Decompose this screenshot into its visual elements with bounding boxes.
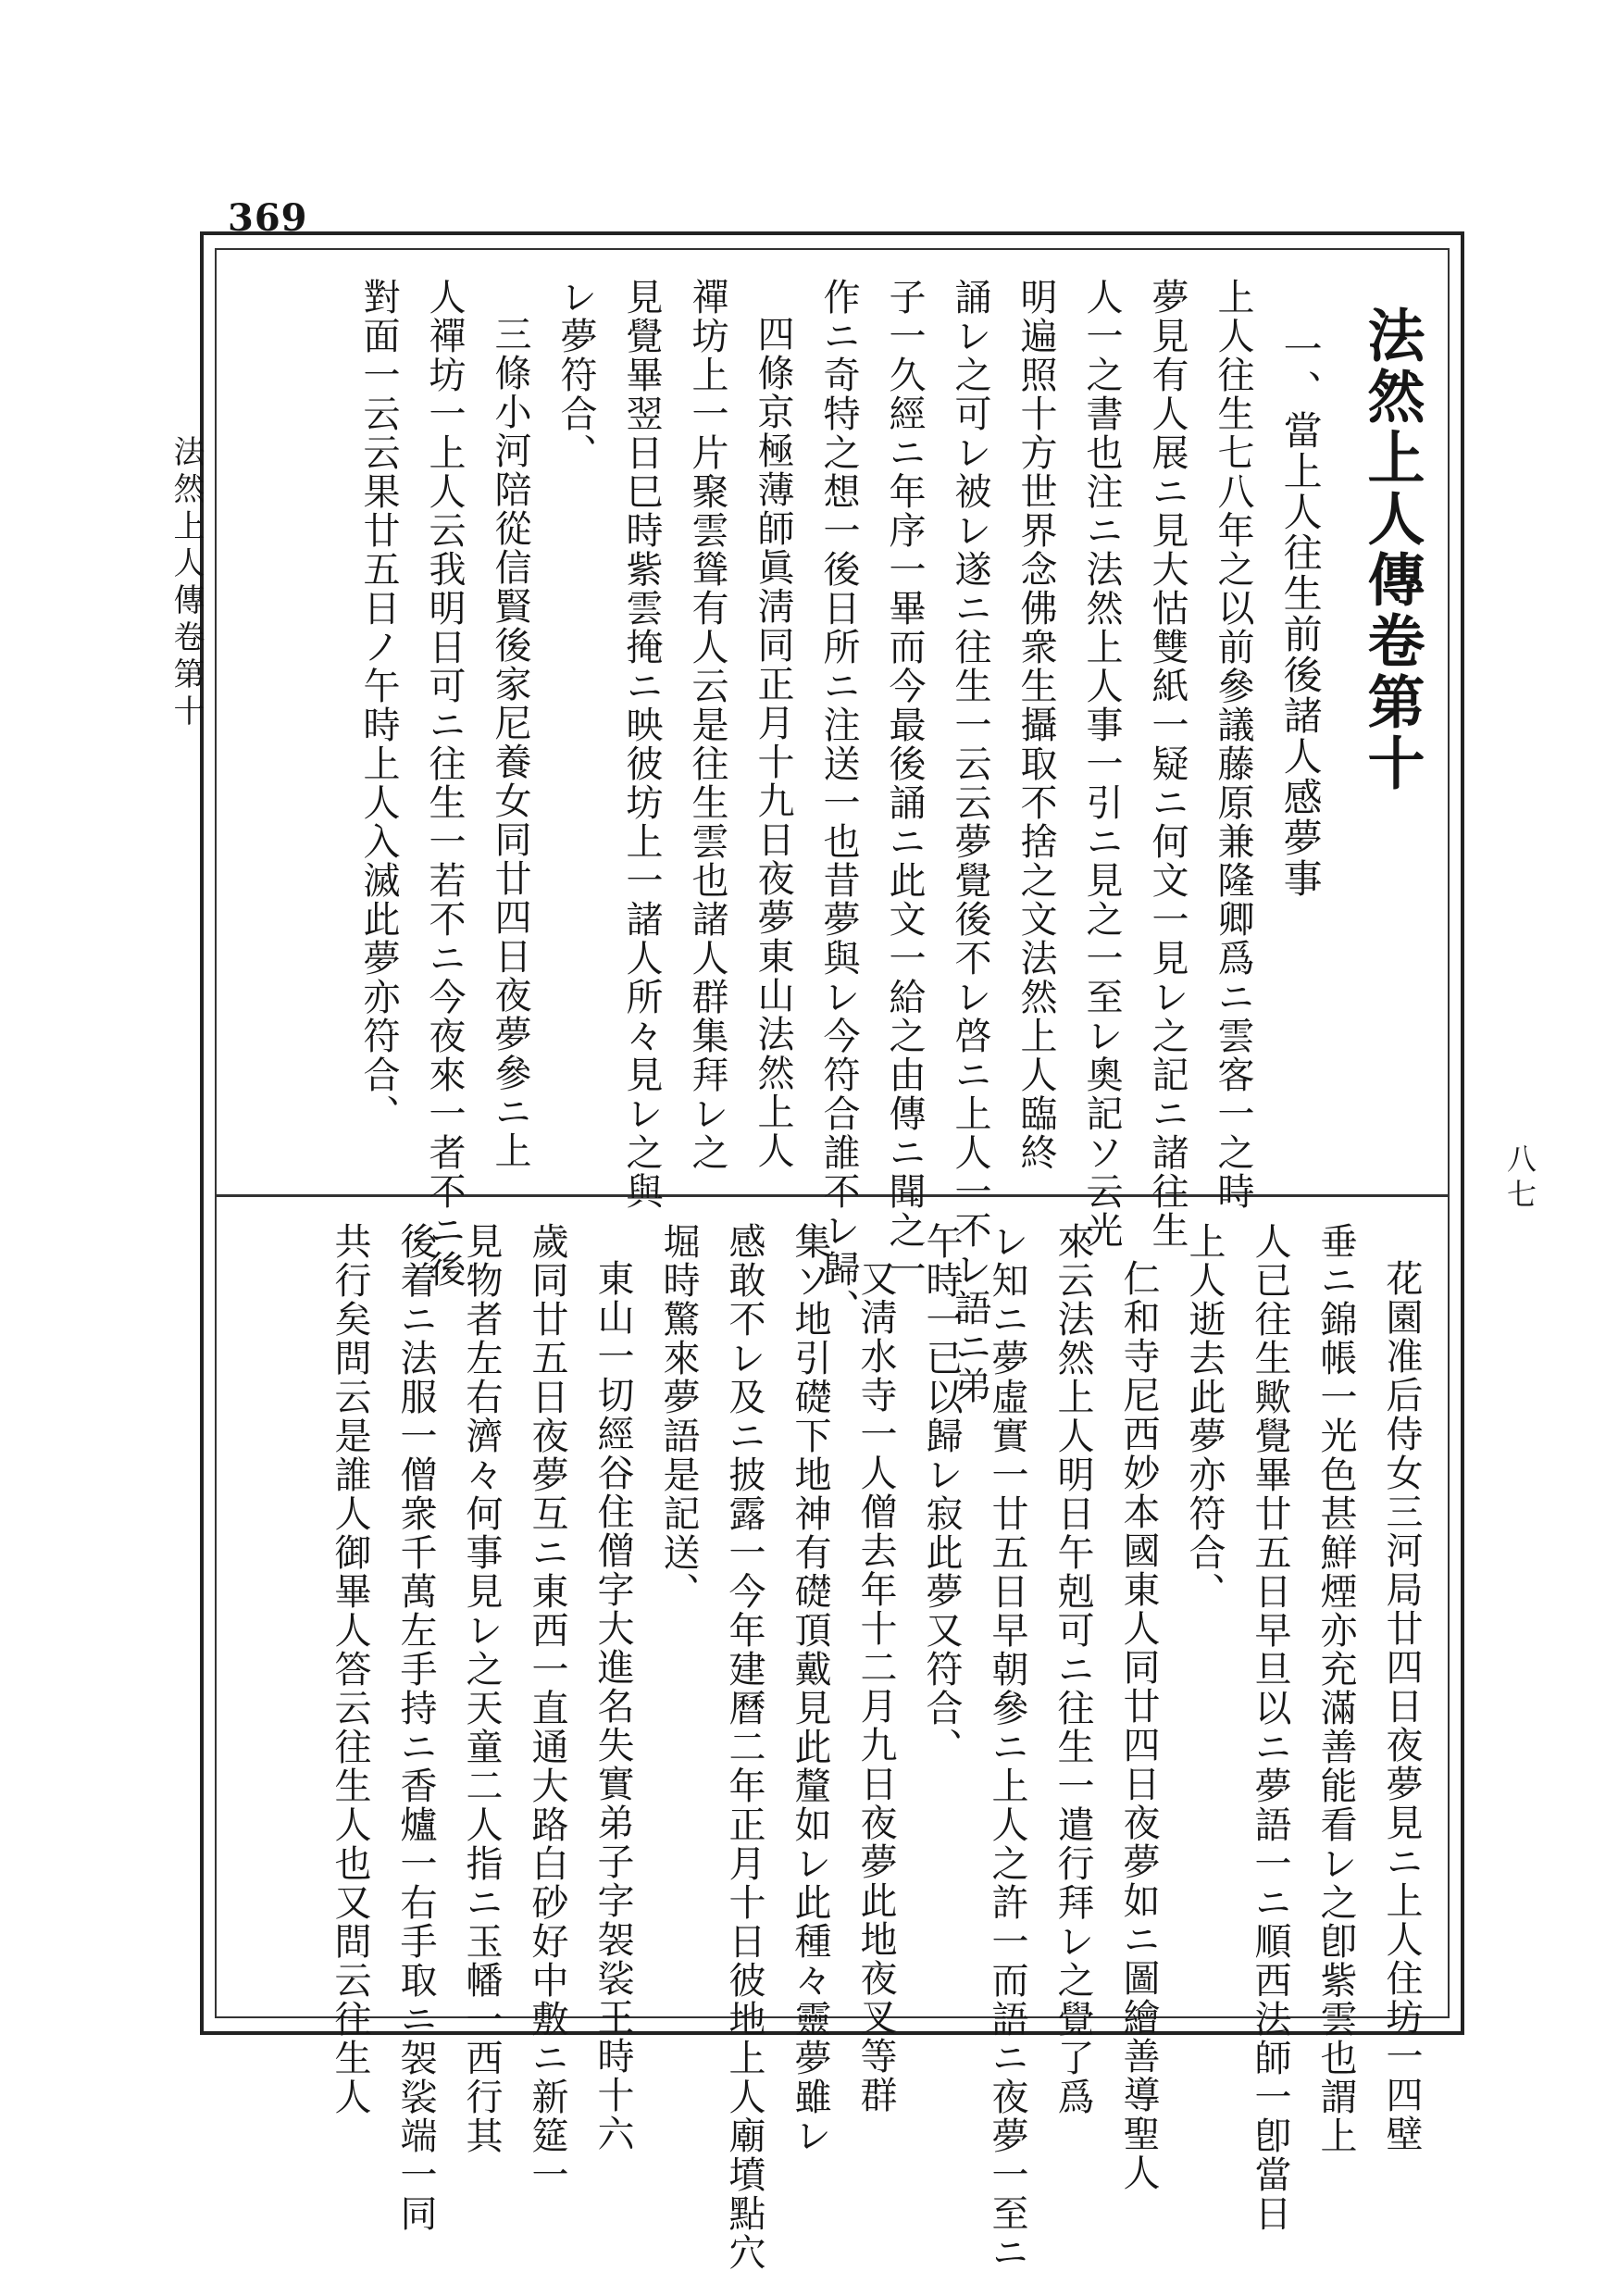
text-line: レ夢符合、	[554, 278, 598, 472]
text-line: 人禪坊一上人云我明日可ニ往生一若不ニ今夜來一者不ニ後	[423, 278, 467, 1289]
text-line: レ知ニ夢虛實一廿五日早朝參ニ上人之許一而語ニ夜夢一至ニ	[986, 1222, 1028, 2272]
text-line: 三條小河陪從信賢後家尼養女同廿四日夜夢參ニ上	[489, 315, 532, 1170]
page-number: 369	[228, 196, 308, 240]
text-line: 四條京極薄師眞淸同正月十九日夜夢東山法然上人	[752, 315, 795, 1170]
text-line: 堀時驚來夢語是記送、	[657, 1222, 700, 1611]
text-line: 作ニ奇特之想一後日所ニ注送一也昔夢與レ今符合誰不レ歸、	[817, 278, 861, 1328]
text-line: 上人往生七八年之以前參議藤原兼隆卿爲ニ雲客一之時	[1212, 278, 1255, 1211]
text-line: 感敢不レ及ニ披露一今年建曆二年正月十日彼地上人廟墳點穴	[723, 1222, 765, 2272]
text-line: 上人逝去此夢亦符合、	[1183, 1222, 1226, 1611]
text-line: 後着ニ法服一僧衆千萬左手持ニ香爐一右手取ニ袈裟端一同	[394, 1222, 437, 2233]
text-line: 集ソ地引礎下地神有礎頂戴見此釐如レ此種々靈夢雖レ	[789, 1222, 831, 2155]
margin-book-title: 法然上人傳卷第十	[168, 435, 205, 731]
text-line: 子一久經ニ年序一畢而今最後誦ニ此文一給之由傳ニ聞之一	[883, 278, 927, 1289]
text-line: 午時一已以歸レ寂此夢又符合、	[920, 1222, 963, 1766]
text-line: 歲同廿五日夜夢互ニ東西一直通大路白砂好中敷ニ新筵一	[526, 1222, 568, 2194]
text-line: 仁和寺尼西妙本國東人同廿四日夜夢如ニ圖繪善導聖人	[1117, 1259, 1160, 2192]
text-line: 垂ニ錦帳一光色甚鮮煙亦充滿善能看レ之卽紫雲也謂上	[1314, 1222, 1357, 2155]
text-line: 東山一切經谷住僧字大進名失實弟子字袈裟王時十六	[591, 1259, 634, 2153]
text-line: 又淸水寺一人僧去年十二月九日夜夢此地夜叉等群	[854, 1259, 897, 2115]
section-heading: 一、當上人往生前後諸人感夢事	[1277, 329, 1324, 899]
chapter-title: 法然上人傳卷第十	[1358, 306, 1425, 794]
text-line: 來云法然上人明日午剋可ニ往生一遣行拜レ之覺了爲	[1052, 1222, 1094, 2116]
text-line: 共行矣問云是誰人御畢人答云往生人也又問云往生人	[329, 1222, 371, 2116]
text-line: 花園准后侍女三河局廿四日夜夢見ニ上人住坊一四壁	[1380, 1259, 1423, 2153]
margin-folio: 八七	[1502, 1143, 1537, 1214]
text-line: 對面一云云果廿五日ノ午時上人入滅此夢亦符合、	[357, 278, 401, 1133]
text-line: 明遍照十方世界念佛衆生攝取不捨之文法然上人臨終	[1014, 278, 1058, 1172]
text-line: 人已往生歟覺畢廿五日早旦以ニ夢語一ニ順西法師一卽當日	[1249, 1222, 1291, 2233]
text-line: 人一之書也注ニ法然上人事一引ニ見之一至レ奧記ソ云光	[1080, 278, 1124, 1250]
text-line: 誦レ之可レ被レ遂ニ往生一云云夢覺後不レ啓ニ上人一不レ語ニ弟	[949, 278, 992, 1405]
top-section	[243, 278, 1425, 1405]
bottom-section	[243, 1222, 1425, 2272]
text-line: 見物者左右濟々何事見レ之天童二人指ニ玉幡一西行其	[460, 1222, 503, 2155]
text-line: 見覺畢翌日巳時紫雲掩ニ映彼坊上一諸人所々見レ之與	[620, 278, 664, 1211]
text-line: 夢見有人展ニ見大怙雙紙一疑ニ何文一見レ之記ニ諸往生	[1146, 278, 1189, 1250]
text-line: 禪坊上一片聚雲聳有人云是往生雲也諸人群集拜レ之	[686, 278, 729, 1172]
